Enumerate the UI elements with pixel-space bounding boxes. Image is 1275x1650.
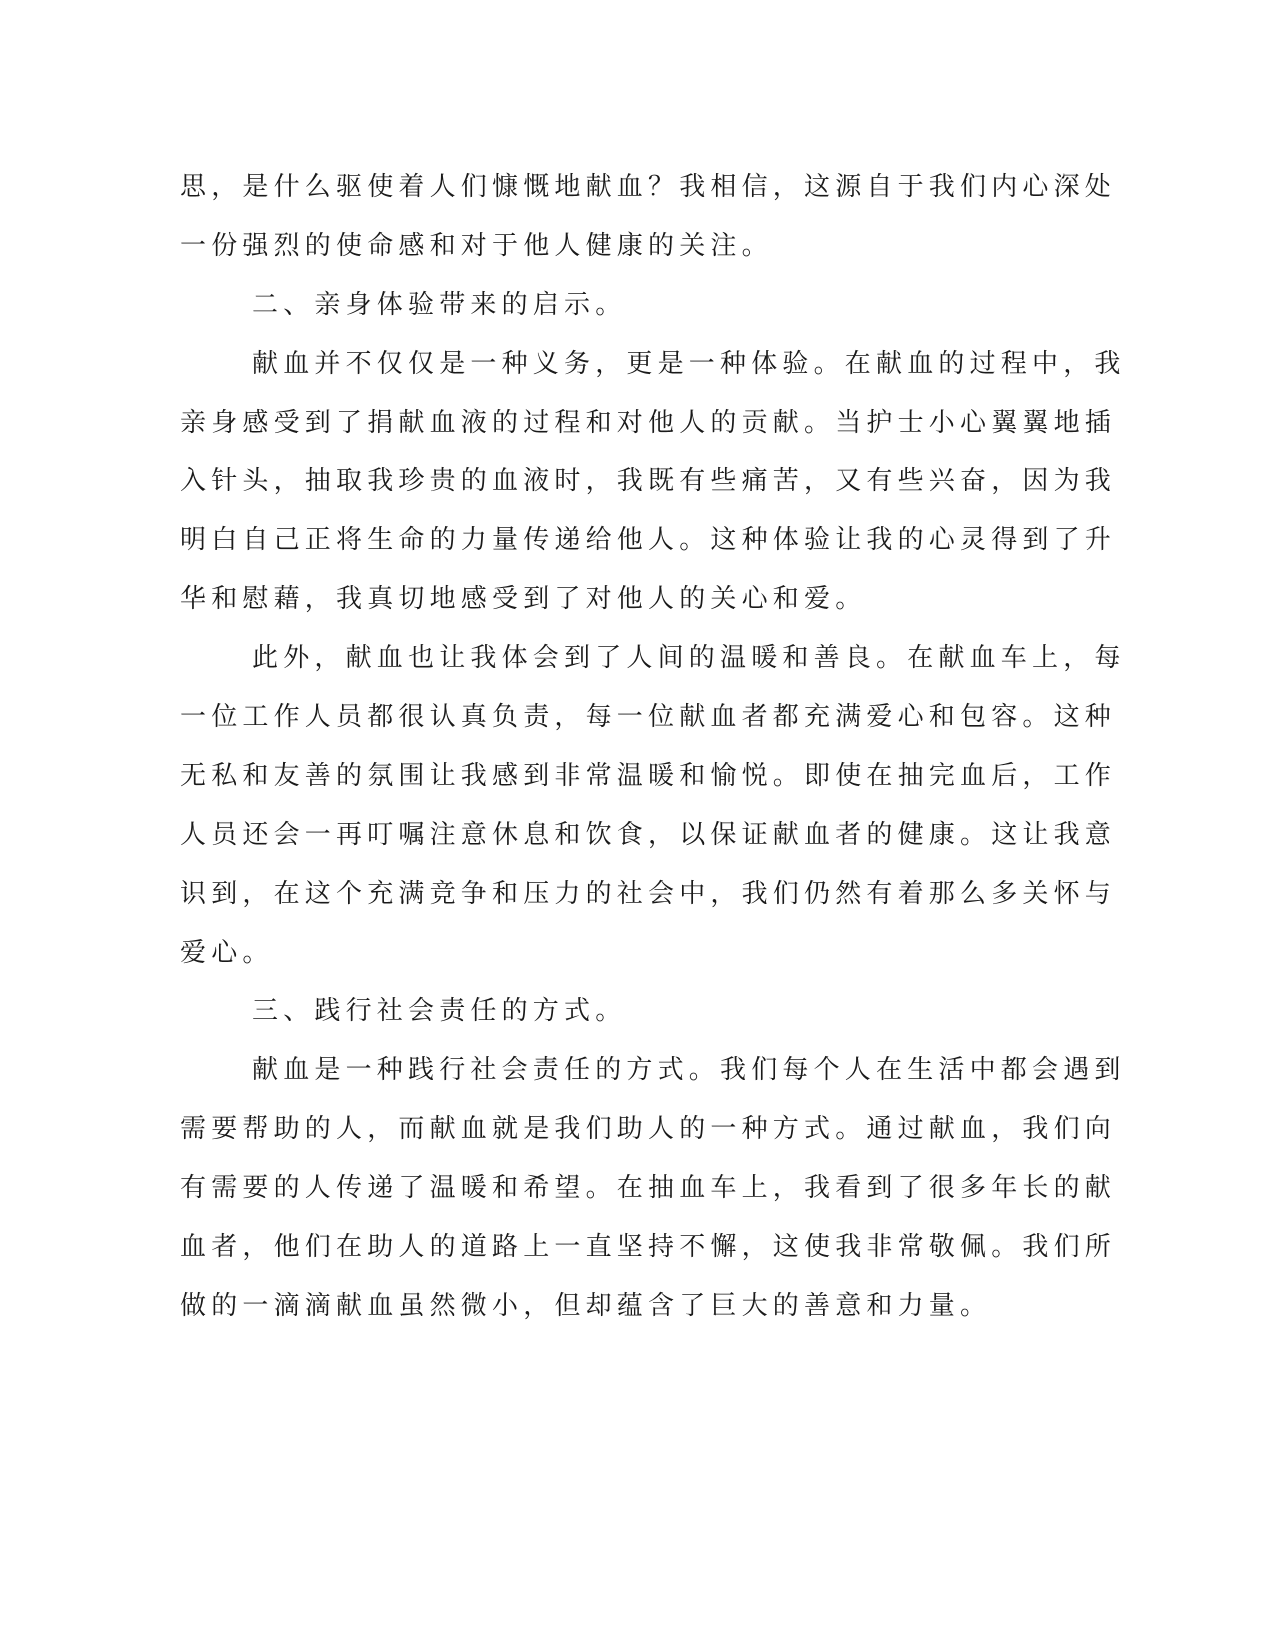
- text-line: 血者，他们在助人的道路上一直坚持不懈，这使我非常敬佩。我们所: [180, 1232, 1117, 1263]
- text-line: 有需要的人传递了温暖和希望。在抽血车上，我看到了很多年长的献: [180, 1173, 1117, 1204]
- text-line: 爱心。: [180, 937, 274, 968]
- section-heading: 二、亲身体验带来的启示。: [252, 289, 627, 320]
- text-line: 献血是一种践行社会责任的方式。我们每个人在生活中都会遇到: [252, 1055, 1126, 1086]
- text-line: 此外，献血也让我体会到了人间的温暖和善良。在献血车上，每: [252, 643, 1126, 674]
- text-line: 需要帮助的人，而献血就是我们助人的一种方式。通过献血，我们向: [180, 1114, 1117, 1145]
- text-line: 识到，在这个充满竞争和压力的社会中，我们仍然有着那么多关怀与: [180, 878, 1117, 909]
- text-line: 一份强烈的使命感和对于他人健康的关注。: [180, 230, 773, 261]
- section-heading: 三、践行社会责任的方式。: [252, 996, 627, 1027]
- body-text: [180, 158, 1126, 1336]
- text-line: 思，是什么驱使着人们慷慨地献血？我相信，这源自于我们内心深处: [180, 172, 1117, 202]
- text-line: 人员还会一再叮嘱注意休息和饮食，以保证献血者的健康。这让我意: [180, 819, 1117, 850]
- text-line: 献血并不仅仅是一种义务，更是一种体验。在献血的过程中，我: [252, 348, 1126, 379]
- text-line: 入针头，抽取我珍贵的血液时，我既有些痛苦，又有些兴奋，因为我: [180, 466, 1117, 497]
- text-line: 无私和友善的氛围让我感到非常温暖和愉悦。即使在抽完血后，工作: [180, 760, 1117, 791]
- text-line: 华和慰藉，我真切地感受到了对他人的关心和爱。: [180, 584, 867, 615]
- text-line: 一位工作人员都很认真负责，每一位献血者都充满爱心和包容。这种: [180, 702, 1117, 733]
- text-line: 亲身感受到了捐献血液的过程和对他人的贡献。当护士小心翼翼地插: [180, 407, 1117, 438]
- text-line: 做的一滴滴献血虽然微小，但却蕴含了巨大的善意和力量。: [180, 1290, 992, 1321]
- text-line: 明白自己正将生命的力量传递给他人。这种体验让我的心灵得到了升: [180, 525, 1117, 556]
